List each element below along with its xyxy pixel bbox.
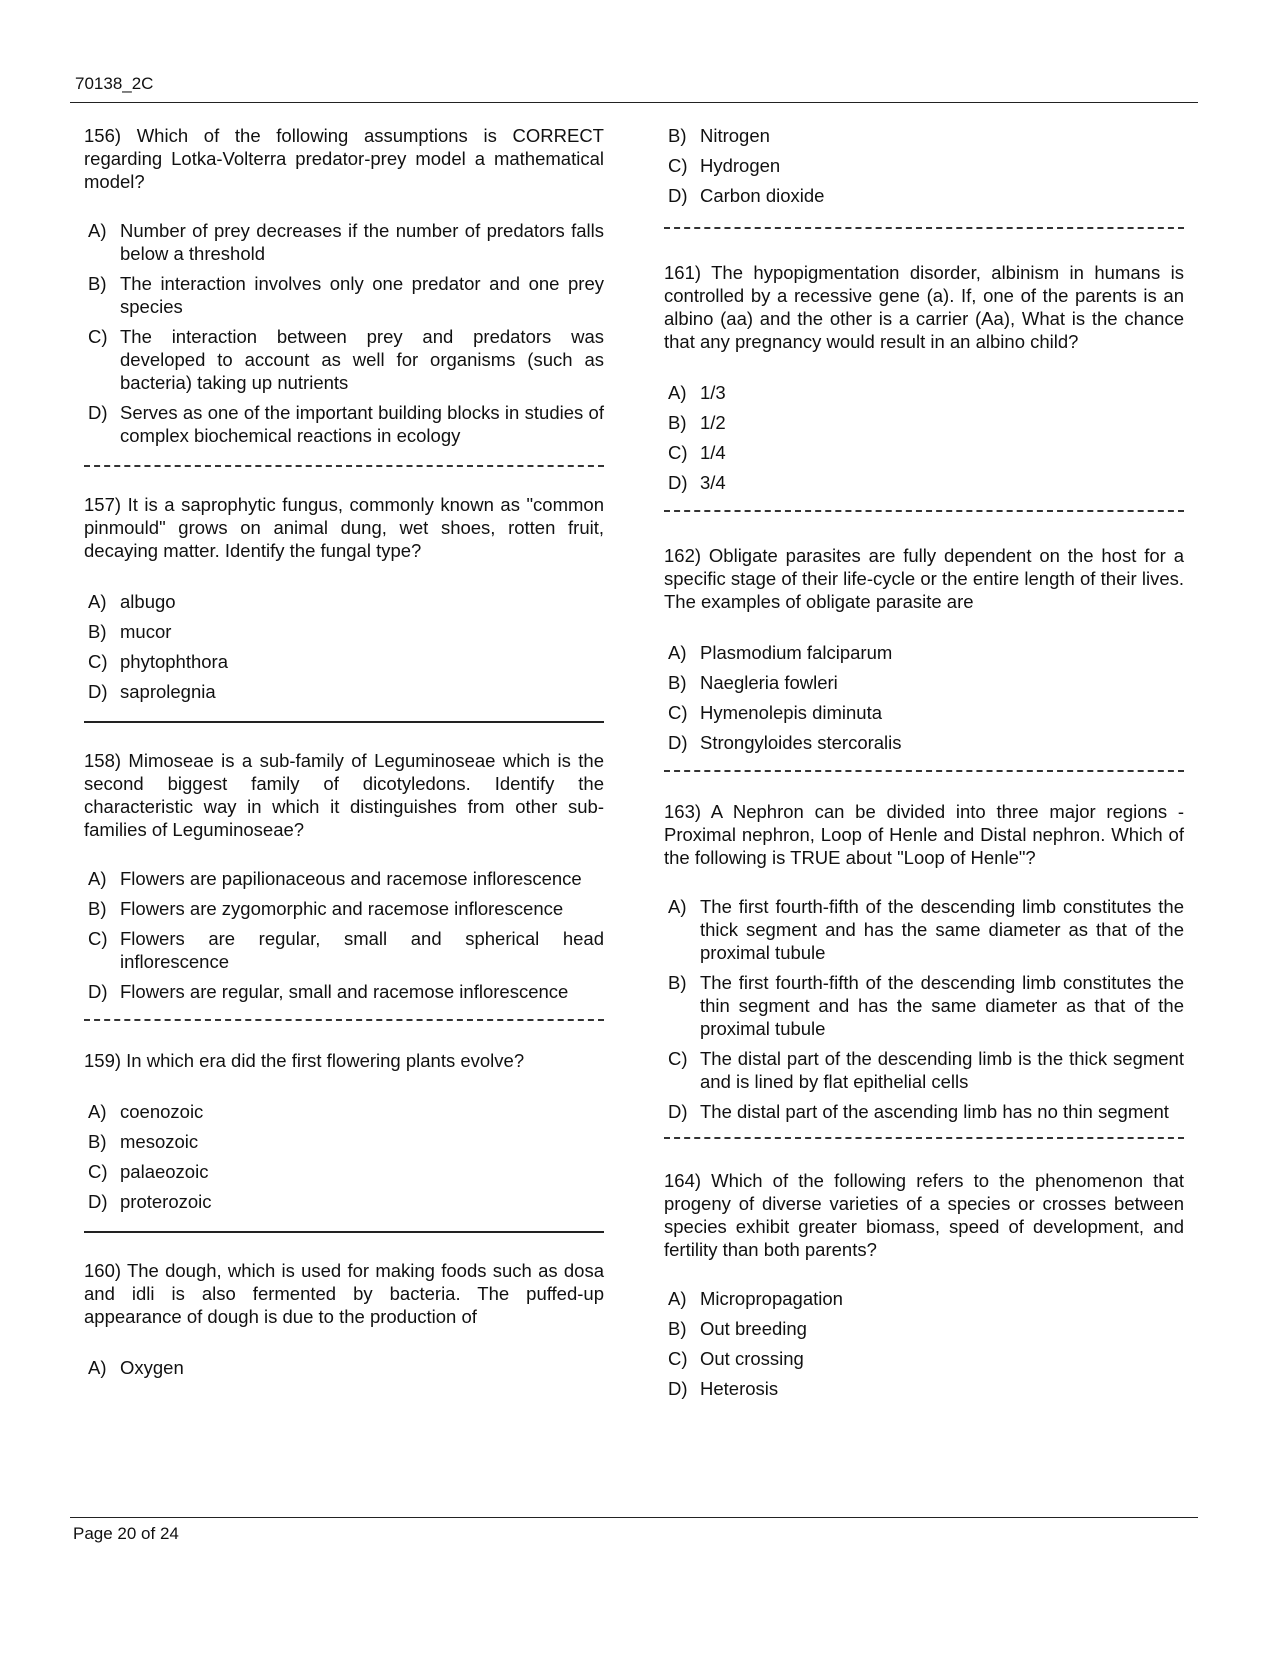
option-letter: D) bbox=[88, 981, 108, 1002]
option-text: Number of prey decreases if the number of predators falls below a threshold bbox=[120, 220, 604, 264]
option-letter: B) bbox=[88, 1131, 107, 1152]
option-c[interactable] bbox=[664, 701, 1184, 724]
question-text: 162) Obligate parasites are fully dependent on the host for a specific stage of their life-cycle or the entire length of their lives. The examples of obligate parasite are bbox=[664, 545, 1184, 612]
option-list bbox=[664, 381, 1184, 494]
question-text: 158) Mimoseae is a sub-family of Leguminoseae which is the second biggest family of dicotyledons. Identify the characteristic way in which it distinguishes from other sub-families of Leguminoseae? bbox=[84, 750, 604, 840]
option-letter: C) bbox=[88, 928, 108, 949]
question-separator bbox=[664, 227, 1184, 229]
option-letter: B) bbox=[668, 972, 687, 993]
option-list bbox=[664, 1287, 1184, 1400]
question-text: 160) The dough, which is used for making foods such as dosa and idli is also fermented by bacteria. The puffed-up appearance of dough is due to the production of bbox=[84, 1260, 604, 1327]
option-b[interactable] bbox=[664, 1317, 1184, 1340]
option-text: Flowers are regular, small and spherical head inflorescence bbox=[120, 928, 604, 972]
question-162 bbox=[664, 544, 1184, 754]
option-letter: A) bbox=[668, 642, 687, 663]
option-letter: A) bbox=[668, 896, 687, 917]
question-158 bbox=[84, 749, 604, 1003]
option-d[interactable] bbox=[664, 184, 1184, 207]
footer-rule bbox=[70, 1517, 1198, 1518]
option-text: 1/3 bbox=[700, 382, 726, 403]
option-letter: A) bbox=[668, 1288, 687, 1309]
option-d[interactable] bbox=[664, 1377, 1184, 1400]
question-163 bbox=[664, 800, 1184, 1123]
option-d[interactable] bbox=[664, 1100, 1184, 1123]
option-text: palaeozoic bbox=[120, 1161, 209, 1182]
option-a[interactable] bbox=[664, 1287, 1184, 1310]
option-text: albugo bbox=[120, 591, 176, 612]
option-a[interactable] bbox=[84, 590, 604, 613]
option-text: The first fourth-fifth of the descending limb constitutes the thick segment and has the same diameter as that of the proximal tubule bbox=[700, 896, 1184, 963]
option-d[interactable] bbox=[84, 1190, 604, 1213]
question-separator bbox=[84, 465, 604, 467]
option-letter: C) bbox=[668, 155, 688, 176]
option-text: Flowers are zygomorphic and racemose inflorescence bbox=[120, 898, 564, 919]
option-b[interactable] bbox=[84, 272, 604, 318]
option-text: saprolegnia bbox=[120, 681, 216, 702]
option-letter: B) bbox=[88, 898, 107, 919]
option-text: Hydrogen bbox=[700, 155, 781, 176]
option-letter: D) bbox=[88, 681, 108, 702]
question-161 bbox=[664, 261, 1184, 494]
option-c[interactable] bbox=[84, 927, 604, 973]
question-text: 159) In which era did the first flowering plants evolve? bbox=[84, 1050, 525, 1071]
option-text: Hymenolepis diminuta bbox=[700, 702, 883, 723]
option-letter: A) bbox=[88, 1357, 107, 1378]
option-text: The first fourth-fifth of the descending limb constitutes the thin segment and has the same diameter as that of the proximal tubule bbox=[700, 972, 1184, 1039]
option-text: proterozoic bbox=[120, 1191, 212, 1212]
option-letter: B) bbox=[88, 621, 107, 642]
question-separator bbox=[664, 1137, 1184, 1139]
option-a[interactable] bbox=[664, 895, 1184, 964]
option-text: Flowers are papilionaceous and racemose inflorescence bbox=[120, 868, 582, 889]
option-text: 3/4 bbox=[700, 472, 726, 493]
option-text: Nitrogen bbox=[700, 125, 770, 146]
option-b[interactable] bbox=[84, 1130, 604, 1153]
option-d[interactable] bbox=[664, 731, 1184, 754]
document-code: 70138_2C bbox=[75, 74, 154, 93]
option-letter: C) bbox=[88, 1161, 108, 1182]
option-list bbox=[84, 1356, 604, 1379]
option-text: Serves as one of the important building blocks in studies of complex biochemical reactions in ecology bbox=[120, 402, 604, 446]
option-letter: C) bbox=[668, 1048, 688, 1069]
option-list bbox=[84, 590, 604, 703]
option-letter: C) bbox=[668, 442, 688, 463]
option-text: Out breeding bbox=[700, 1318, 807, 1339]
option-text: Out crossing bbox=[700, 1348, 804, 1369]
option-list bbox=[664, 641, 1184, 754]
option-letter: A) bbox=[88, 591, 107, 612]
option-c[interactable] bbox=[664, 441, 1184, 464]
option-text: The interaction involves only one predator and one prey species bbox=[120, 273, 604, 317]
question-text: 161) The hypopigmentation disorder, albinism in humans is controlled by a recessive gene (a). If, one of the parents is an albino (aa) and the other is a carrier (Aa), What is the chance that any pregnancy would result in an albino child? bbox=[664, 262, 1184, 352]
question-separator bbox=[84, 1019, 604, 1021]
question-160-continued bbox=[664, 124, 1184, 207]
option-text: Flowers are regular, small and racemose inflorescence bbox=[120, 981, 569, 1002]
option-text: The distal part of the descending limb is the thick segment and is lined by flat epithelial cells bbox=[700, 1048, 1184, 1092]
option-b[interactable] bbox=[664, 411, 1184, 434]
option-list bbox=[84, 219, 604, 447]
option-letter: C) bbox=[668, 1348, 688, 1369]
option-letter: D) bbox=[668, 472, 688, 493]
option-c[interactable] bbox=[84, 325, 604, 394]
question-164 bbox=[664, 1169, 1184, 1400]
option-letter: B) bbox=[668, 125, 687, 146]
option-letter: D) bbox=[668, 1378, 688, 1399]
option-list bbox=[664, 895, 1184, 1123]
page-number: Page 20 of 24 bbox=[73, 1524, 179, 1543]
option-c[interactable] bbox=[664, 1347, 1184, 1370]
option-letter: D) bbox=[88, 402, 108, 423]
option-a[interactable] bbox=[664, 641, 1184, 664]
option-letter: D) bbox=[88, 1191, 108, 1212]
option-a[interactable] bbox=[84, 1100, 604, 1123]
question-160 bbox=[84, 1259, 604, 1379]
option-b[interactable] bbox=[664, 971, 1184, 1040]
option-text: Strongyloides stercoralis bbox=[700, 732, 902, 753]
option-b[interactable] bbox=[664, 671, 1184, 694]
option-letter: D) bbox=[668, 1101, 688, 1122]
option-c[interactable] bbox=[664, 1047, 1184, 1093]
option-a[interactable] bbox=[84, 1356, 604, 1379]
option-c[interactable] bbox=[664, 154, 1184, 177]
right-column bbox=[664, 124, 1184, 1407]
question-text: 157) It is a saprophytic fungus, commonly known as "common pinmould" grows on animal dung, wet shoes, rotten fruit, decaying matter. Identify the fungal type? bbox=[84, 494, 604, 561]
option-text: Heterosis bbox=[700, 1378, 779, 1399]
option-letter: D) bbox=[668, 732, 688, 753]
option-a[interactable] bbox=[84, 867, 604, 890]
option-text: The interaction between prey and predators was developed to account as well for organisms (such as bacteria) taking up nutrients bbox=[120, 326, 604, 393]
option-letter: B) bbox=[668, 672, 687, 693]
option-b[interactable] bbox=[84, 897, 604, 920]
question-text: 164) Which of the following refers to the phenomenon that progeny of diverse varieties of a species or crosses between species exhibit greater biomass, speed of development, and fertility than both parents? bbox=[664, 1170, 1184, 1260]
question-separator bbox=[84, 1231, 604, 1233]
option-a[interactable] bbox=[84, 219, 604, 265]
option-text: Naegleria fowleri bbox=[700, 672, 838, 693]
option-b[interactable] bbox=[664, 124, 1184, 147]
question-157 bbox=[84, 493, 604, 703]
option-text: mesozoic bbox=[120, 1131, 199, 1152]
option-text: 1/4 bbox=[700, 442, 726, 463]
option-d[interactable] bbox=[84, 980, 604, 1003]
option-letter: B) bbox=[668, 1318, 687, 1339]
option-text: Plasmodium falciparum bbox=[700, 642, 893, 663]
option-letter: D) bbox=[668, 185, 688, 206]
option-letter: A) bbox=[88, 1101, 107, 1122]
option-d[interactable] bbox=[664, 471, 1184, 494]
option-text: The distal part of the ascending limb has no thin segment bbox=[700, 1101, 1169, 1122]
option-letter: A) bbox=[88, 220, 107, 241]
option-b[interactable] bbox=[84, 620, 604, 643]
header-rule bbox=[70, 102, 1198, 103]
option-c[interactable] bbox=[84, 650, 604, 673]
question-separator bbox=[664, 510, 1184, 512]
option-text: Micropropagation bbox=[700, 1288, 843, 1309]
option-list bbox=[664, 124, 1184, 207]
option-text: Oxygen bbox=[120, 1357, 184, 1378]
question-separator bbox=[84, 721, 604, 723]
option-text: 1/2 bbox=[700, 412, 726, 433]
question-159 bbox=[84, 1049, 604, 1213]
option-letter: A) bbox=[668, 382, 687, 403]
option-text: mucor bbox=[120, 621, 172, 642]
question-text: 163) A Nephron can be divided into three major regions - Proximal nephron, Loop of Henle and Distal nephron. Which of the following is TRUE about "Loop of Henle"? bbox=[664, 801, 1184, 868]
option-list bbox=[84, 867, 604, 1003]
option-letter: A) bbox=[88, 868, 107, 889]
option-letter: B) bbox=[88, 273, 107, 294]
option-list bbox=[84, 1100, 604, 1213]
option-letter: C) bbox=[88, 651, 108, 672]
option-letter: C) bbox=[668, 702, 688, 723]
option-text: coenozoic bbox=[120, 1101, 204, 1122]
option-d[interactable] bbox=[84, 680, 604, 703]
option-a[interactable] bbox=[664, 381, 1184, 404]
option-letter: B) bbox=[668, 412, 687, 433]
option-d[interactable] bbox=[84, 401, 604, 447]
option-text: Carbon dioxide bbox=[700, 185, 825, 206]
option-text: phytophthora bbox=[120, 651, 229, 672]
option-letter: C) bbox=[88, 326, 108, 347]
left-column bbox=[84, 124, 604, 1386]
option-c[interactable] bbox=[84, 1160, 604, 1183]
question-separator bbox=[664, 770, 1184, 772]
question-156 bbox=[84, 124, 604, 447]
question-text: 156) Which of the following assumptions is CORRECT regarding Lotka-Volterra predator-prey model a mathematical model? bbox=[84, 125, 604, 192]
